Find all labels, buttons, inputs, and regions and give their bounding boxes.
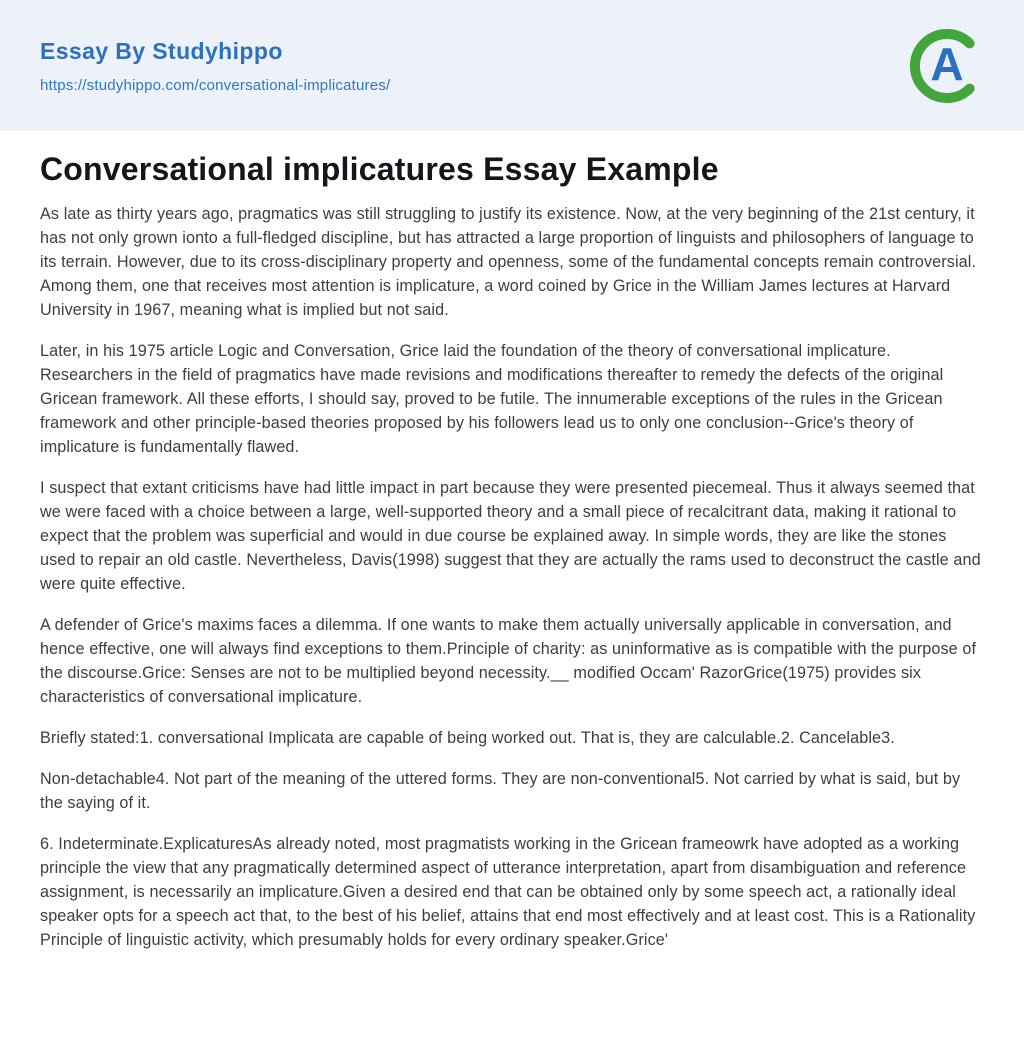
header-text-block	[40, 37, 390, 94]
article-paragraph: A defender of Grice's maxims faces a dilemma. If one wants to make them actually universally applicable in conversation, and hence effective, one will always find exceptions to them.Principle of charity: as uninformative as is compatible with the purpose of the discourse.Grice: Senses are not to be multiplied beyond necessity.__ modified Occam' RazorGrice(1975) provides six characteristics of conversational implicature.	[40, 615, 977, 706]
article-paragraph: I suspect that extant criticisms have had little impact in part because they were presented piecemeal. Thus it always seemed that we were faced with a choice between a large, well-supported theory and a small piece of recalcitrant data, making it rational to expect that the problem was superficial and would in due course be explained away. In simple words, they are like the stones used to repair an old castle. Nevertheless, Davis(1998) suggest that they are actually the rams used to deconstruct the castle and were quite effective.	[40, 478, 981, 593]
page-url-link[interactable]: https://studyhippo.com/conversational-implicatures/	[40, 77, 391, 95]
studyhippo-logo[interactable]	[908, 27, 986, 105]
article-paragraph: As late as thirty years ago, pragmatics was still struggling to justify its existence. Now, at the very beginning of the 21st century, it has not only grown ionto a full-fledged discipline, but has attracted a large proportion of linguists and philosophers of language to its terrain. However, due to its cross-disciplinary property and openness, some of the fundamental concepts remain controversial. Among them, one that receives most attention is implicature, a word coined by Grice in the William James lectures at Harvard University in 1967, meaning what is implied but not said.	[40, 204, 977, 319]
page-header	[0, 0, 1024, 131]
article-body	[40, 202, 984, 952]
article-paragraph: Briefly stated:1. conversational Implicata are capable of being worked out. That is, they are calculable.2. Cancelable3.	[40, 728, 895, 747]
article-title: Conversational implicatures Essay Example	[40, 151, 719, 187]
article-paragraph: Non-detachable4. Not part of the meaning of the uttered forms. They are non-conventional5. Not carried by what is said, but by the saying of it.	[40, 769, 961, 812]
site-title: Essay By Studyhippo	[40, 37, 283, 64]
article-paragraph: 6. Indeterminate.ExplicaturesAs already noted, most pragmatists working in the Gricean frameowrk have adopted as a working principle the view that any pragmatically determined aspect of utterance interpretation, apart from disambiguation and reference assignment, is necessarily an implicature.Given a desired end that can be obtained only by some speech act, a rationally ideal speaker opts for a speech act that, to the best of his belief, attains that end most effectively and at least cost. This is a Rationality Principle of linguistic activity, which presumably holds for every ordinary speaker.Grice'	[40, 834, 976, 949]
article-main	[0, 131, 1024, 1009]
article-paragraph: Later, in his 1975 article Logic and Conversation, Grice laid the foundation of the theory of conversational implicature. Researchers in the field of pragmatics have made revisions and modifications thereafter to remedy the defects of the original Gricean framework. All these efforts, I should say, proved to be futile. The innumerable exceptions of the rules in the Gricean framework and other principle-based theories proposed by his followers lead us to only one conclusion--Grice's theory of implicature is fundamentally flawed.	[40, 341, 944, 456]
logo-letter: A	[930, 37, 964, 90]
